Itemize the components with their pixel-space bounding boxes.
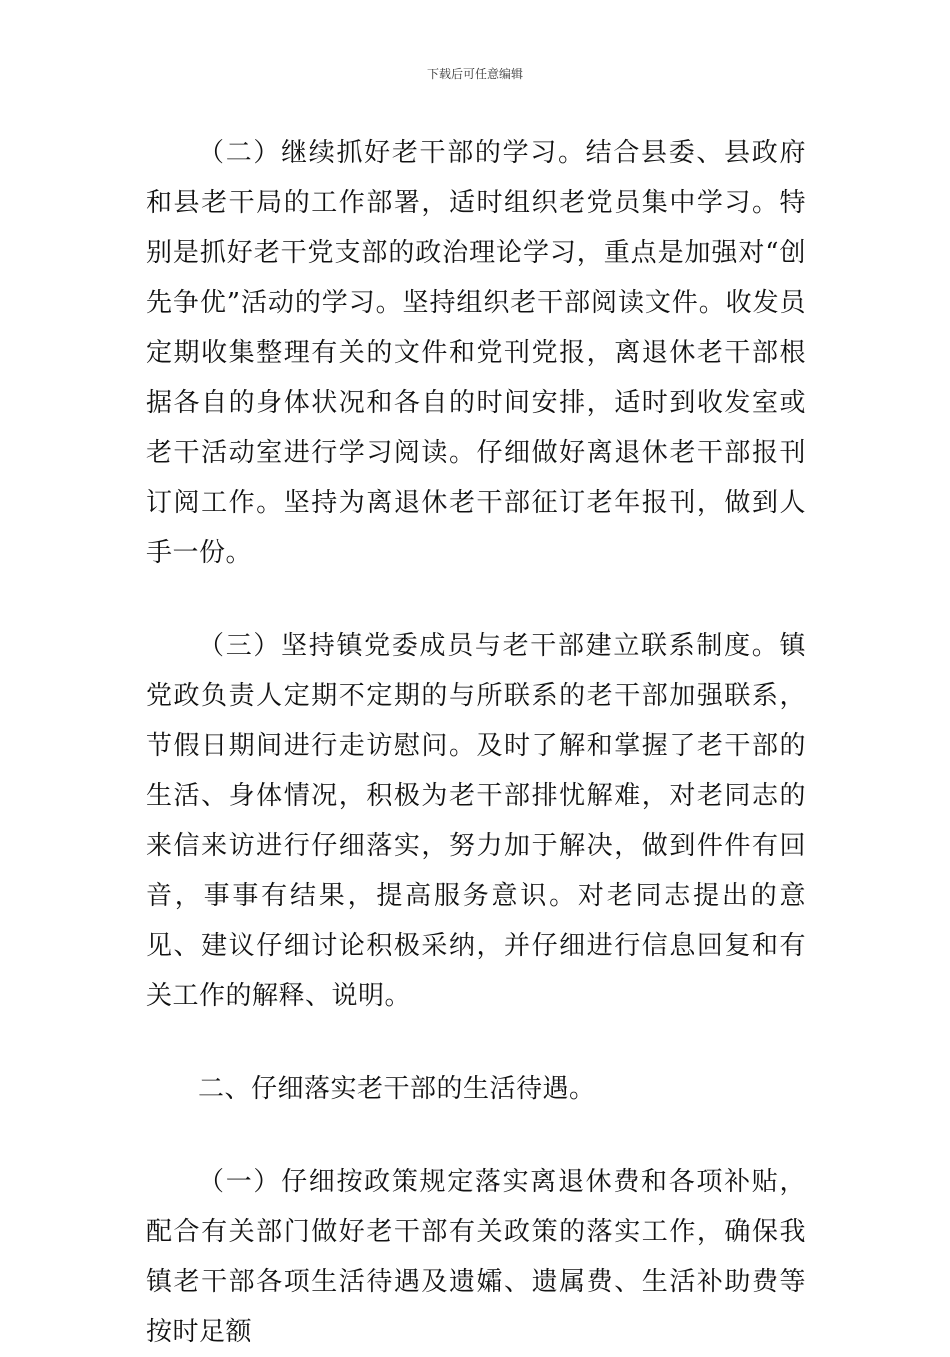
- paragraph-spacer: [146, 1114, 806, 1157]
- paragraph-study: （二）继续抓好老干部的学习。结合县委、县政府和县老干局的工作部署，适时组织老党员集中学习。特别是抓好老干党支部的政治理论学习，重点是加强对“创先争优”活动的学习。坚持组织老干部阅读文件。收发员定期收集整理有关的文件和党刊党报，离退休老干部根据各自的身体状况和各自的时间安排，适时到收发室或老干活动室进行学习阅读。仔细做好离退休老干部报刊订阅工作。坚持为离退休老干部征订老年报刊，做到人手一份。: [146, 138, 806, 568]
- paragraph-spacer: [146, 578, 806, 621]
- page-header-note: 下载后可任意编辑: [426, 67, 523, 81]
- paragraph-liaison-system: （三）坚持镇党委成员与老干部建立联系制度。镇党政负责人定期不定期的与所联系的老干部加强联系，节假日期间进行走访慰问。及时了解和掌握了老干部的生活、身体情况，积极为老干部排忧解难，对老同志的来信来访进行仔细落实，努力加于解决，做到件件有回音，事事有结果，提高服务意识。对老同志提出的意见、建议仔细讨论积极采纳，并仔细进行信息回复和有关工作的解释、说明。: [146, 631, 806, 1011]
- paragraph-retirement-pay: （一）仔细按政策规定落实离退休费和各项补贴，配合有关部门做好老干部有关政策的落实工作，确保我镇老干部各项生活待遇及遗孀、遗属费、生活补助费等按时足额: [146, 1167, 806, 1347]
- paragraph-spacer: [146, 1021, 806, 1064]
- section-heading-living-benefits: 二、仔细落实老干部的生活待遇。: [198, 1074, 596, 1104]
- document-body: [146, 128, 806, 1357]
